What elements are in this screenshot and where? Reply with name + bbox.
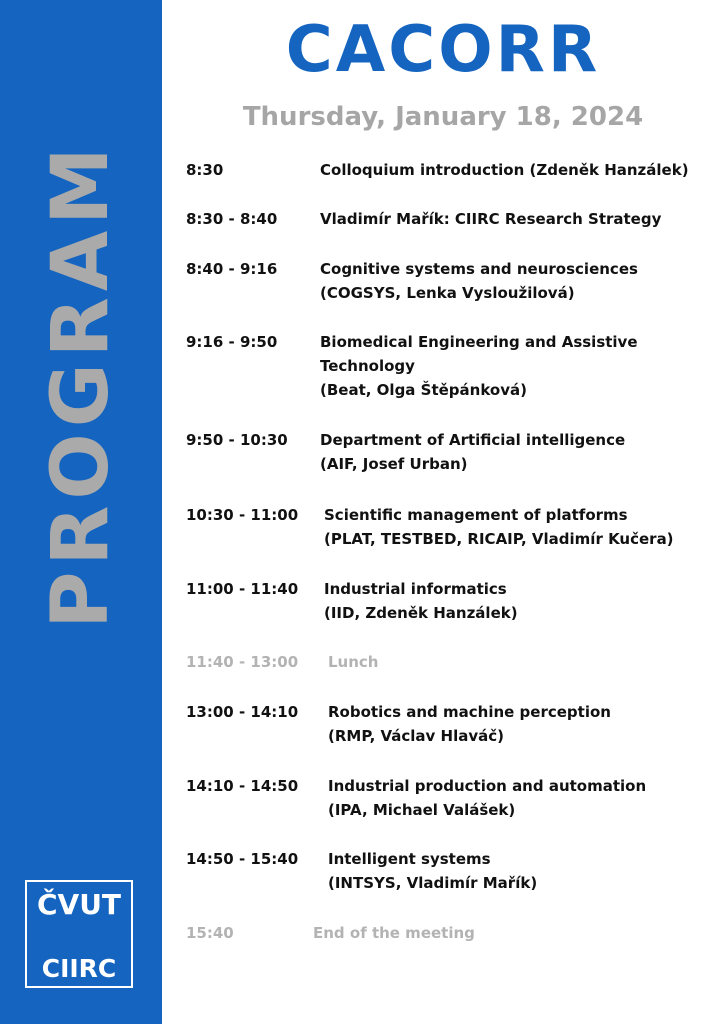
schedule-line: (INTSYS, Vladimír Mařík) xyxy=(328,874,538,892)
schedule-time: 15:40 xyxy=(186,924,234,942)
schedule-line: Technology xyxy=(320,357,415,375)
schedule-time: 14:50 - 15:40 xyxy=(186,850,299,868)
schedule-description xyxy=(324,503,714,551)
vertical-program-title: PROGRAM xyxy=(36,141,126,629)
schedule-time: 14:10 - 14:50 xyxy=(186,777,299,795)
schedule-line: (IID, Zdeněk Hanzálek) xyxy=(324,604,518,622)
schedule-time: 9:50 - 10:30 xyxy=(186,431,288,449)
schedule-line: Intelligent systems xyxy=(328,850,491,868)
schedule-description xyxy=(320,428,714,476)
event-date: Thursday, January 18, 2024 xyxy=(242,102,644,132)
schedule-line: (RMP, Václav Hlaváč) xyxy=(328,727,505,745)
schedule-time: 11:40 - 13:00 xyxy=(186,653,299,671)
schedule-line: Colloquium introduction (Zdeněk Hanzálek) xyxy=(320,161,689,179)
schedule-line: Biomedical Engineering and Assistive xyxy=(320,333,638,351)
schedule-time: 8:30 - 8:40 xyxy=(186,210,278,228)
sidebar xyxy=(0,0,162,1024)
schedule-description xyxy=(328,650,714,674)
schedule-description xyxy=(328,774,714,822)
schedule-line: (PLAT, TESTBED, RICAIP, Vladimír Kučera) xyxy=(324,530,674,548)
schedule-time: 11:00 - 11:40 xyxy=(186,580,299,598)
brand-title: CACORR xyxy=(285,13,601,87)
schedule-line: Vladimír Mařík: CIIRC Research Strategy xyxy=(320,210,662,228)
schedule-time: 10:30 - 11:00 xyxy=(186,506,299,524)
schedule-line: Cognitive systems and neurosciences xyxy=(320,260,638,278)
schedule-line: Industrial production and automation xyxy=(328,777,647,795)
schedule-time: 8:30 xyxy=(186,161,224,179)
schedule-line: (Beat, Olga Štěpánková) xyxy=(320,381,527,399)
schedule-time: 8:40 - 9:16 xyxy=(186,260,278,278)
schedule-line: Industrial informatics xyxy=(324,580,507,598)
schedule-time: 13:00 - 14:10 xyxy=(186,703,299,721)
schedule-description xyxy=(324,577,714,625)
schedule-line: Department of Artificial intelligence xyxy=(320,431,626,449)
schedule-line: End of the meeting xyxy=(313,924,475,942)
schedule-description xyxy=(320,158,714,182)
schedule-line: Robotics and machine perception xyxy=(328,703,611,721)
schedule-description xyxy=(328,847,714,895)
schedule-line: (AIF, Josef Urban) xyxy=(320,455,468,473)
cvut-ciirc-logo xyxy=(25,880,133,988)
logo-cvut-text: ČVUT xyxy=(36,888,122,921)
schedule-description xyxy=(313,921,714,945)
logo-ciirc-text: CIIRC xyxy=(41,954,117,983)
schedule-line: (IPA, Michael Valášek) xyxy=(328,801,516,819)
schedule-line: Scientific management of platforms xyxy=(324,506,628,524)
schedule-line: Lunch xyxy=(328,653,379,671)
schedule-time: 9:16 - 9:50 xyxy=(186,333,278,351)
schedule-description xyxy=(320,257,714,305)
schedule-line: (COGSYS, Lenka Vysloužilová) xyxy=(320,284,575,302)
schedule-description xyxy=(320,207,714,231)
schedule-description xyxy=(320,330,714,402)
schedule-description xyxy=(328,700,714,748)
